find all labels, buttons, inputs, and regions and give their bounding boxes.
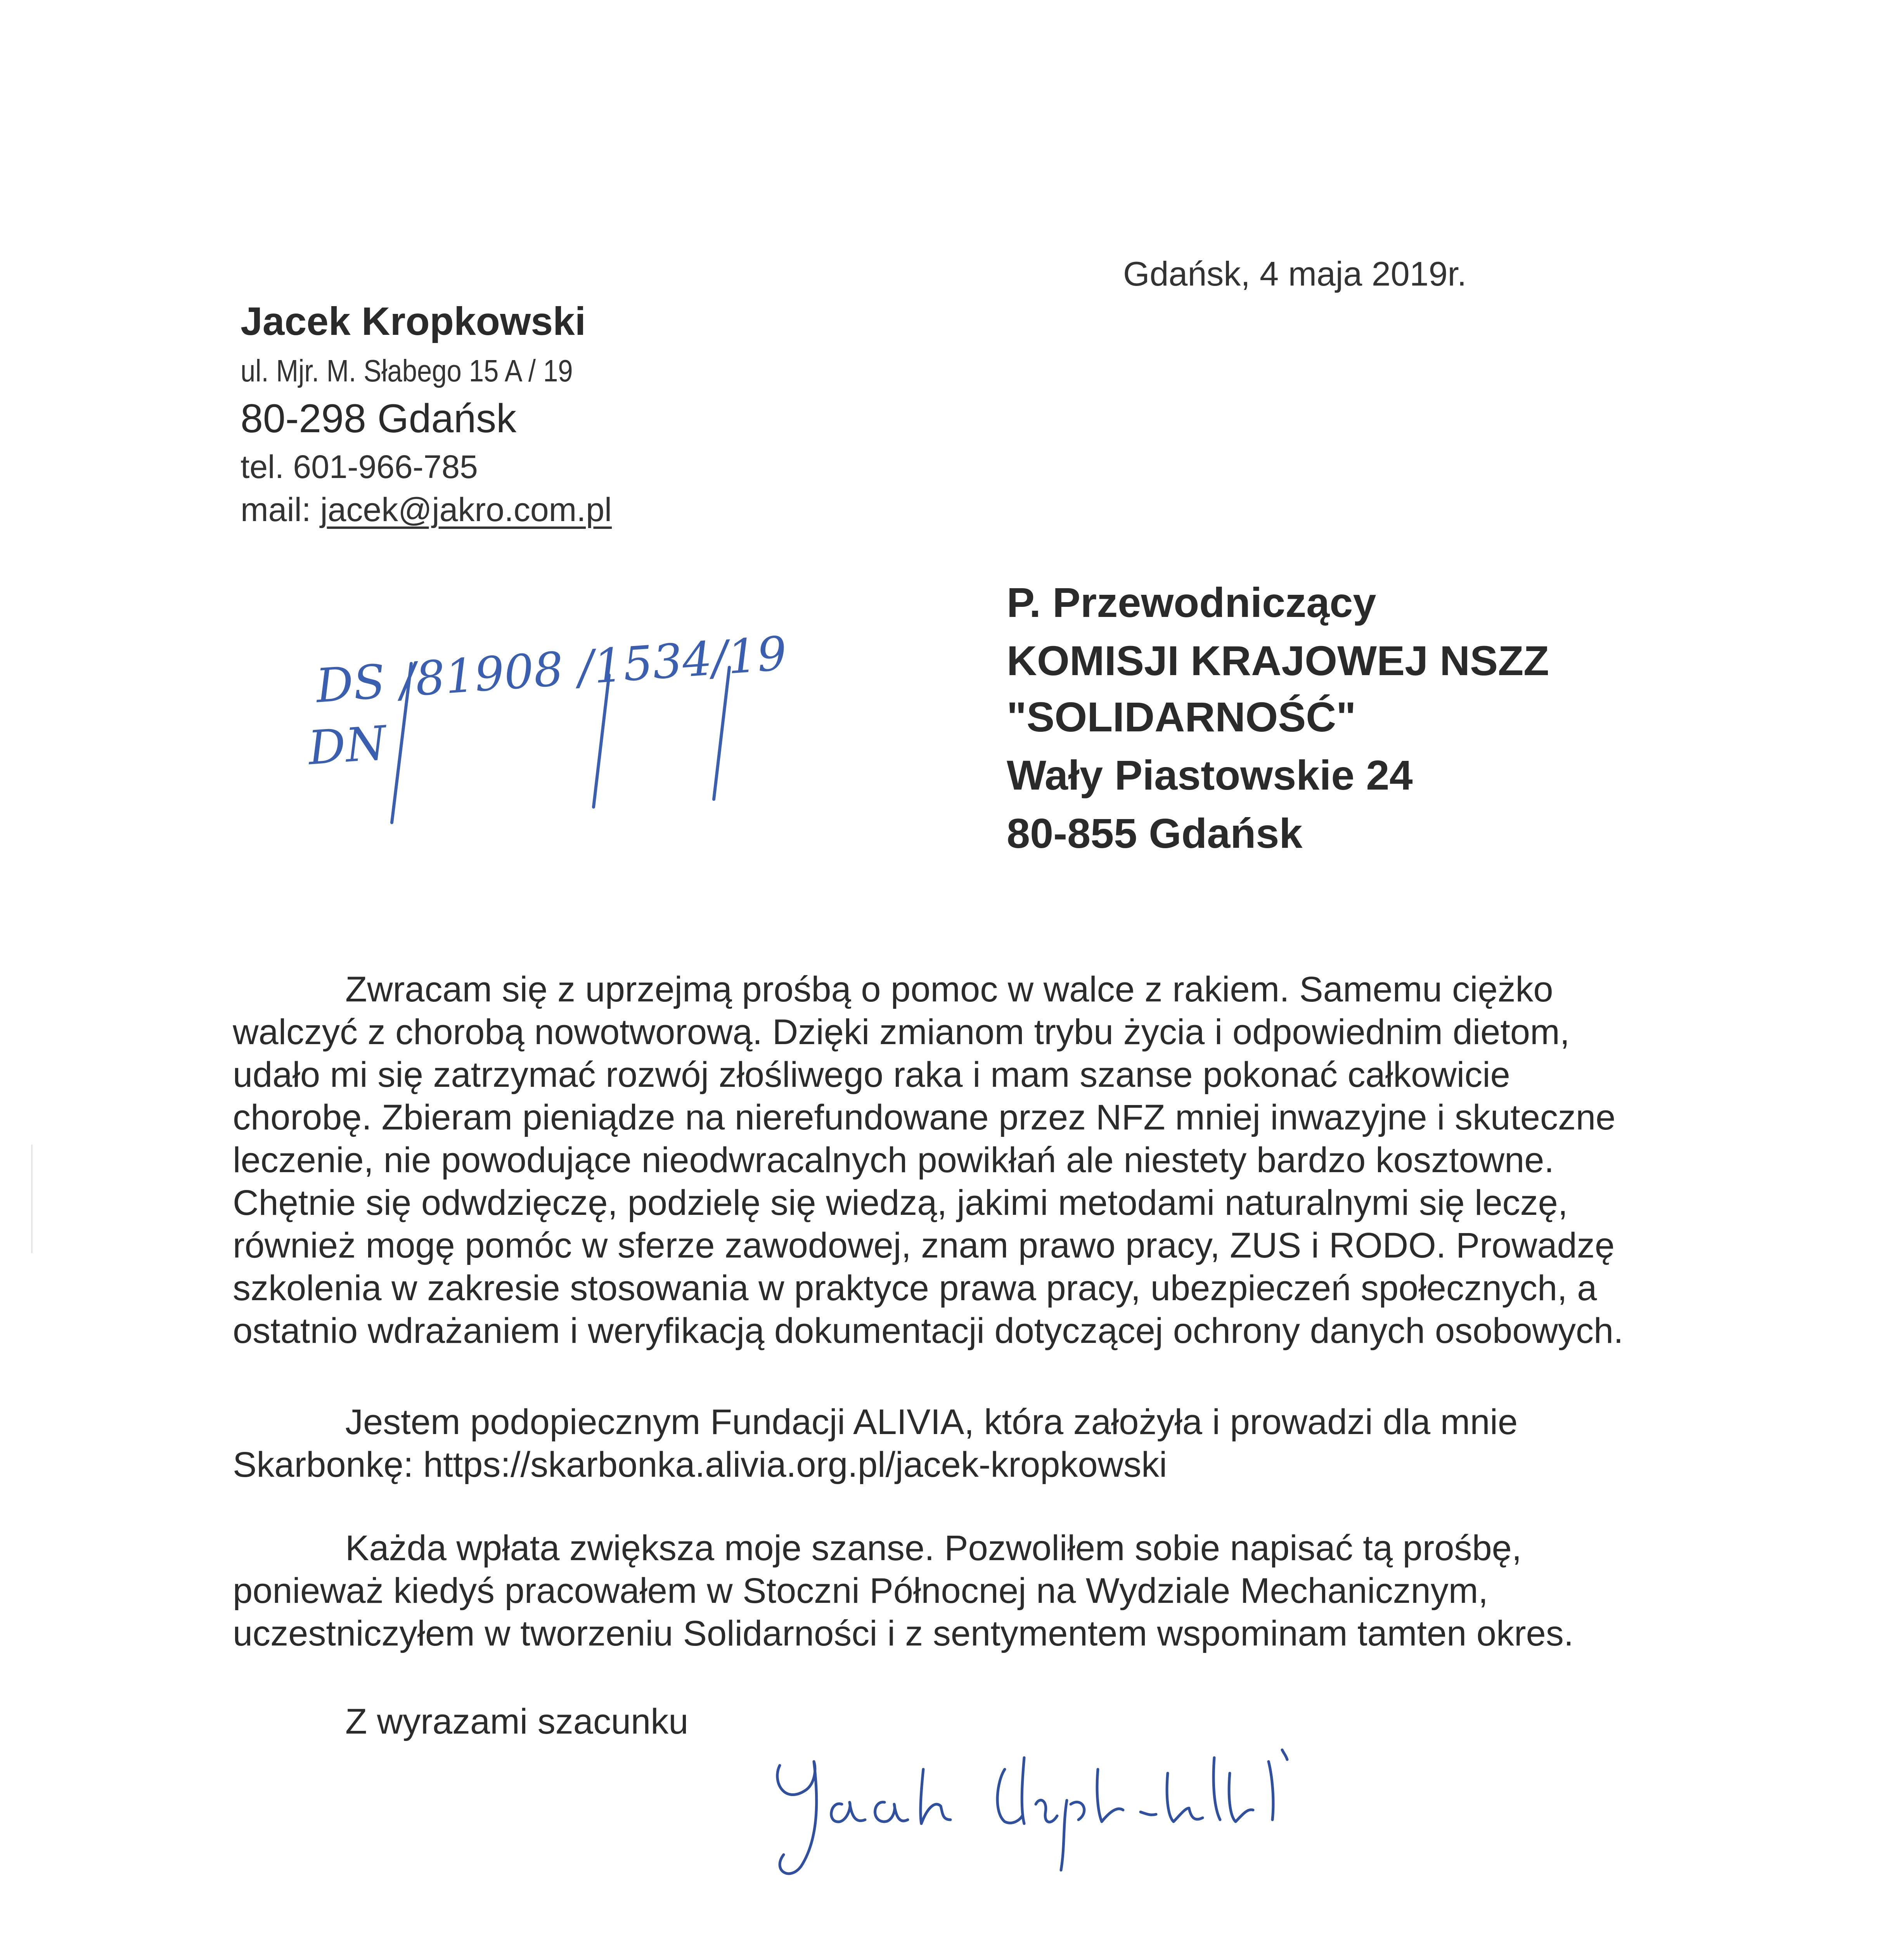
closing-phrase: Z wyrazami szacunku bbox=[345, 1702, 689, 1741]
sender-email-link[interactable]: jacek@jakro.com.pl bbox=[320, 491, 612, 528]
body-line-link: Skarbonkę: https://skarbonka.alivia.org.pl/jacek-kropkowski bbox=[233, 1445, 1167, 1484]
recipient-org: KOMISJI KRAJOWEJ NSZZ bbox=[1007, 637, 1549, 684]
recipient-title: P. Przewodniczący bbox=[1007, 579, 1376, 626]
body-line: Każda wpłata zwiększa moje szanse. Pozwoliłem sobie napisać tą prośbę, bbox=[345, 1528, 1522, 1568]
sender-name: Jacek Kropkowski bbox=[241, 299, 586, 343]
body-paragraph-2 bbox=[233, 1401, 1688, 1486]
body-line: leczenie, nie powodujące nieodwracalnych powikłań ale niestety bardzo kosztowne. bbox=[233, 1140, 1554, 1180]
body-line: uczestniczyłem w tworzeniu Solidarności i z sentymentem wspominam tamten okres. bbox=[233, 1614, 1574, 1653]
body-line: Zwracam się z uprzejmą prośbą o pomoc w walce z rakiem. Samemu ciężko bbox=[345, 970, 1553, 1009]
body-line: szkolenia w zakresie stosowania w praktyce prawa pracy, ubezpieczeń społecznych, a bbox=[233, 1268, 1597, 1308]
recipient-street: Wały Piastowskie 24 bbox=[1007, 752, 1413, 799]
body-line: również mogę pomóc w sferze zawodowej, znam prawo pracy, ZUS i RODO. Prowadzę bbox=[233, 1226, 1615, 1265]
body-line: udało mi się zatrzymać rozwój złośliwego raka i mam szanse pokonać całkowicie bbox=[233, 1055, 1510, 1095]
body-line: chorobę. Zbieram pieniądze na nierefundowane przez NFZ mniej inwazyjne i skuteczne bbox=[233, 1098, 1616, 1137]
body-line: walczyć z chorobą nowotworową. Dzięki zmianom trybu życia i odpowiednim dietom, bbox=[233, 1012, 1570, 1052]
body-line: Chętnie się odwdzięczę, podzielę się wiedzą, jakimi metodami naturalnymi się leczę, bbox=[233, 1183, 1568, 1223]
body-line: ostatnio wdrażaniem i weryfikacją dokumentacji dotyczącej ochrony danych osobowych. bbox=[233, 1311, 1624, 1351]
letter-date: Gdańsk, 4 maja 2019r. bbox=[1123, 255, 1467, 293]
body-paragraph-3 bbox=[233, 1527, 1688, 1655]
body-line: ponieważ kiedyś pracowałem w Stoczni Północnej na Wydziale Mechanicznym, bbox=[233, 1571, 1488, 1611]
body-line: Jestem podopiecznym Fundacji ALIVIA, która założyła i prowadzi dla mnie bbox=[345, 1402, 1518, 1442]
handwritten-signature-icon bbox=[768, 1723, 1350, 1886]
sender-phone: tel. 601-966-785 bbox=[241, 449, 478, 485]
sender-email-line bbox=[241, 491, 612, 529]
stamp-code-text: DN bbox=[306, 716, 388, 776]
recipient-org-name: "SOLIDARNOŚĆ" bbox=[1007, 693, 1356, 740]
sender-email-label: mail: bbox=[241, 491, 320, 528]
scan-artifact-line bbox=[31, 1145, 33, 1253]
recipient-city: 80-855 Gdańsk bbox=[1007, 810, 1303, 857]
stamp-number-text: DS /81908 /1534/19 bbox=[314, 627, 789, 714]
sender-street: ul. Mjr. M. Słabego 15 A / 19 bbox=[241, 353, 573, 388]
sender-city: 80-298 Gdańsk bbox=[241, 396, 517, 441]
body-paragraph-1 bbox=[233, 968, 1688, 1352]
